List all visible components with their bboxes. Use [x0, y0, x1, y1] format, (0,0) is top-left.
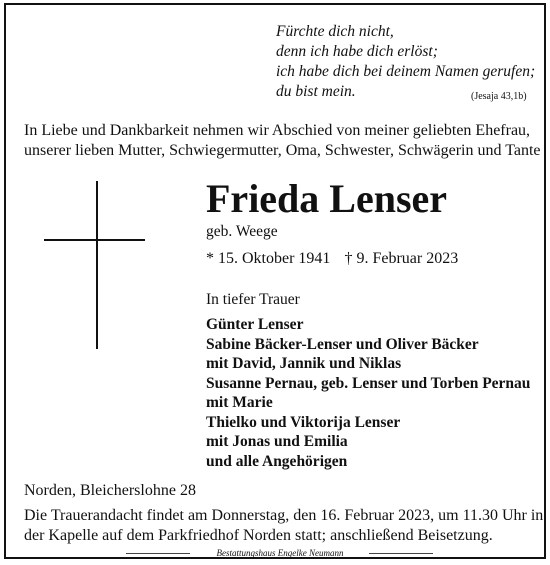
- cross-icon: [96, 181, 98, 349]
- life-dates: [206, 250, 458, 268]
- verse-line: Fürchte dich nicht,: [276, 23, 394, 40]
- deceased-name: Frieda Lenser: [206, 176, 448, 221]
- mourner-line: Susanne Pernau, geb. Lenser und Torben Pernau: [206, 374, 531, 392]
- obituary-notice: [4, 3, 546, 559]
- birth-name: geb. Weege: [206, 223, 278, 240]
- mourning-heading: In tiefer Trauer: [206, 291, 300, 308]
- intro-text: [24, 121, 541, 161]
- verse-line: ich habe dich bei deinem Namen gerufen;: [276, 63, 536, 80]
- mourners-list: [206, 315, 536, 471]
- death-date: † 9. Februar 2023: [344, 250, 459, 267]
- service-line: Die Trauerandacht findet am Donnerstag, den 16. Februar 2023, um 11.30 Uhr in: [24, 507, 544, 524]
- mourner-line: und alle Angehörigen: [206, 452, 348, 470]
- intro-line: unserer lieben Mutter, Schwiegermutter, Oma, Schwester, Schwägerin und Tante: [24, 142, 541, 159]
- bible-verse: [276, 22, 536, 102]
- family-address: Norden, Bleicherslohne 28: [24, 482, 196, 499]
- mourner-line: mit David, Jannik und Niklas: [206, 355, 402, 372]
- cross-icon-bar: [44, 239, 145, 241]
- footer: [6, 548, 544, 558]
- birth-date: * 15. Oktober 1941: [206, 250, 331, 267]
- service-info: [24, 506, 544, 546]
- verse-source: (Jesaja 43,1b): [471, 91, 527, 102]
- mourner-line: Sabine Bäcker-Lenser und Oliver Bäcker: [206, 335, 479, 353]
- mourner-line: mit Marie: [206, 394, 273, 411]
- footer-divider: [369, 553, 433, 554]
- footer-divider: [126, 553, 190, 554]
- funeral-home-credit: Bestattungshaus Engelke Neumann: [216, 548, 344, 558]
- verse-line: denn ich habe dich erlöst;: [276, 43, 438, 60]
- mourner-line: Thielko und Viktorija Lenser: [206, 413, 401, 431]
- intro-line: In Liebe und Dankbarkeit nehmen wir Abschied von meiner geliebten Ehefrau,: [24, 122, 531, 139]
- service-line: der Kapelle auf dem Parkfriedhof Norden statt; anschließend Beisetzung.: [24, 527, 493, 544]
- verse-line: du bist mein.: [276, 83, 356, 100]
- mourner-line: mit Jonas und Emilia: [206, 433, 348, 450]
- mourner-line: Günter Lenser: [206, 316, 304, 333]
